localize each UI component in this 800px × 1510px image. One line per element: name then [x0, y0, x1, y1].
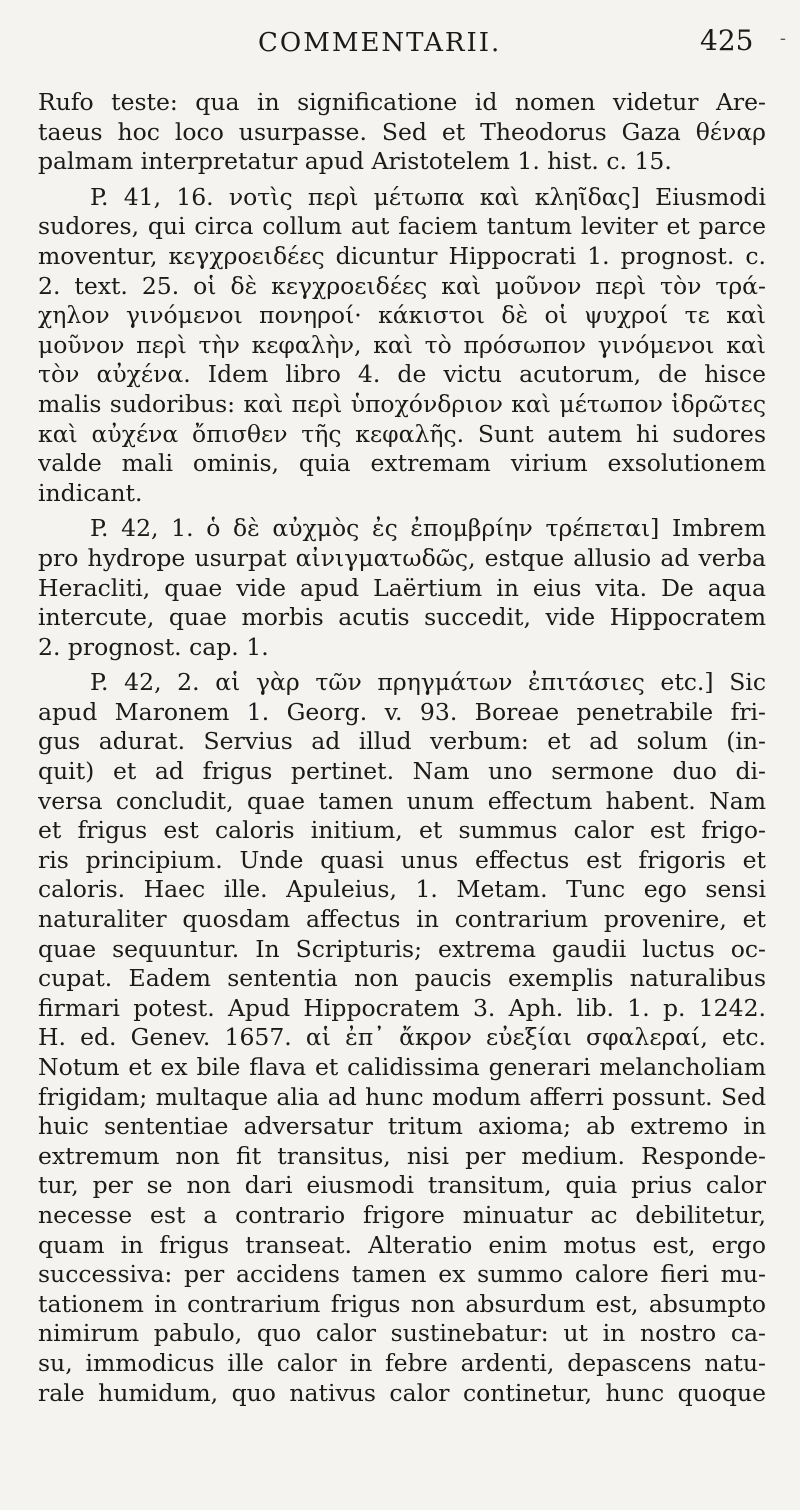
text-line: cupat. Eadem sententia non paucis exemplis naturalibus	[38, 964, 766, 993]
text-line: tur, per se non dari eiusmodi transitum, quia prius calor	[38, 1171, 766, 1200]
text-line: huic sententiae adversatur tritum axioma; ab extremo in	[38, 1112, 766, 1141]
text-line: quae sequuntur. In Scripturis; extrema gaudii luctus oc-	[38, 934, 766, 963]
text-line: necesse est a contrario frigore minuatur ac debilitetur,	[38, 1200, 766, 1229]
text-line: Rufo teste: qua in significatione id nomen videtur Are-	[38, 88, 766, 116]
text-line: valde mali ominis, quia extremam virium exsolutionem	[38, 449, 766, 478]
text-line: 2. prognost. cap. 1.	[38, 632, 269, 661]
text-line: malis sudoribus: καὶ περὶ ὑποχόνδριον καὶ μέτωπον ἱδρῶτες	[38, 389, 766, 418]
text-line: apud Maronem 1. Georg. v. 93. Boreae penetrabile fri-	[38, 697, 766, 726]
text-line: Heracliti, quae vide apud Laërtium in eius vita. De aqua	[38, 573, 766, 602]
text-line: Notum et ex bile flava et calidissima generari melancholiam	[38, 1053, 766, 1081]
text-line: pro hydrope usurpat αἰνιγματωδῶς, estque allusio ad verba	[38, 543, 766, 572]
text-line: indicant.	[38, 478, 143, 507]
text-line: sudores, qui circa collum aut faciem tantum leviter et parce	[38, 212, 766, 241]
text-line: tationem in contrarium frigus non absurdum est, absumpto	[38, 1289, 766, 1318]
text-line: χηλον γινόμενοι πονηροί· κάκιστοι δὲ οἱ ψυχροί τε καὶ	[38, 301, 766, 330]
text-line: 2. text. 25. οἱ δὲ κεγχροειδέες καὶ μοῦνον περὶ τὸν τρά-	[38, 271, 766, 300]
text-line: naturaliter quosdam affectus in contrarium provenire, et	[38, 905, 766, 934]
text-line: H. ed. Genev. 1657. αἱ ἐπ᾽ ἄκρον εὐεξίαι σφαλεραί, etc.	[38, 1023, 766, 1052]
text-line: μοῦνον περὶ τὴν κεφαλὴν, καὶ τὸ πρόσωπον γινόμενοι καὶ	[38, 330, 766, 359]
text-line: frigidam; multaque alia ad hunc modum afferri possunt. Sed	[38, 1082, 766, 1111]
text-line: P. 42, 2. αἱ γὰρ τῶν πρηγμάτων ἐπιτάσιες etc.] Sic	[90, 668, 766, 697]
text-line: gus adurat. Servius ad illud verbum: et ad solum (in-	[38, 727, 766, 756]
commentary-text	[38, 88, 766, 1408]
text-line: rale humidum, quo nativus calor continetur, hunc quoque	[38, 1378, 766, 1407]
text-line: caloris. Haec ille. Apuleius, 1. Metam. Tunc ego sensi	[38, 875, 766, 904]
text-line: su, immodicus ille calor in febre ardenti, depascens natu-	[38, 1348, 766, 1377]
text-line: intercute, quae morbis acutis succedit, vide Hippocratem	[38, 603, 766, 632]
text-line: quit) et ad frigus pertinet. Nam uno sermone duo di-	[38, 757, 766, 786]
text-line: τὸν αὐχένα. Idem libro 4. de victu acutorum, de hisce	[38, 360, 766, 389]
text-line: firmari potest. Apud Hippocratem 3. Aph. lib. 1. p. 1242.	[38, 993, 766, 1022]
text-line: P. 42, 1. ὁ δὲ αὐχμὸς ἐς ἐπομβρίην τρέπεται] Imbrem	[90, 514, 766, 543]
text-line: P. 41, 16. νοτὶς περὶ μέτωπα καὶ κληῖδας] Eiusmodi	[90, 182, 766, 211]
text-line: moventur, κεγχροειδέες dicuntur Hippocrati 1. prognost. c.	[38, 241, 766, 270]
text-line: taeus hoc loco usurpasse. Sed et Theodorus Gaza θέναρ	[38, 117, 766, 146]
text-line: palmam interpretatur apud Aristotelem 1. hist. c. 15.	[38, 147, 672, 176]
text-line: extremum non fit transitus, nisi per medium. Responde-	[38, 1141, 766, 1170]
text-line: successiva: per accidens tamen ex summo calore fieri mu-	[38, 1260, 766, 1289]
text-line: versa concludit, quae tamen unum effectum habent. Nam	[38, 786, 766, 815]
text-line: quam in frigus transeat. Alteratio enim motus est, ergo	[38, 1230, 766, 1259]
corner-mark: -	[779, 28, 786, 49]
text-line: καὶ αὐχένα ὄπισθεν τῆς κεφαλῆς. Sunt autem hi sudores	[38, 419, 766, 448]
text-line: et frigus est caloris initium, et summus calor est frigo-	[38, 816, 766, 845]
text-line: ris principium. Unde quasi unus effectus est frigoris et	[38, 845, 766, 874]
text-line: nimirum pabulo, quo calor sustinebatur: ut in nostro ca-	[38, 1319, 766, 1348]
running-head	[0, 24, 800, 64]
page-number: 425	[700, 24, 754, 57]
running-head-title: COMMENTARII.	[258, 28, 502, 58]
